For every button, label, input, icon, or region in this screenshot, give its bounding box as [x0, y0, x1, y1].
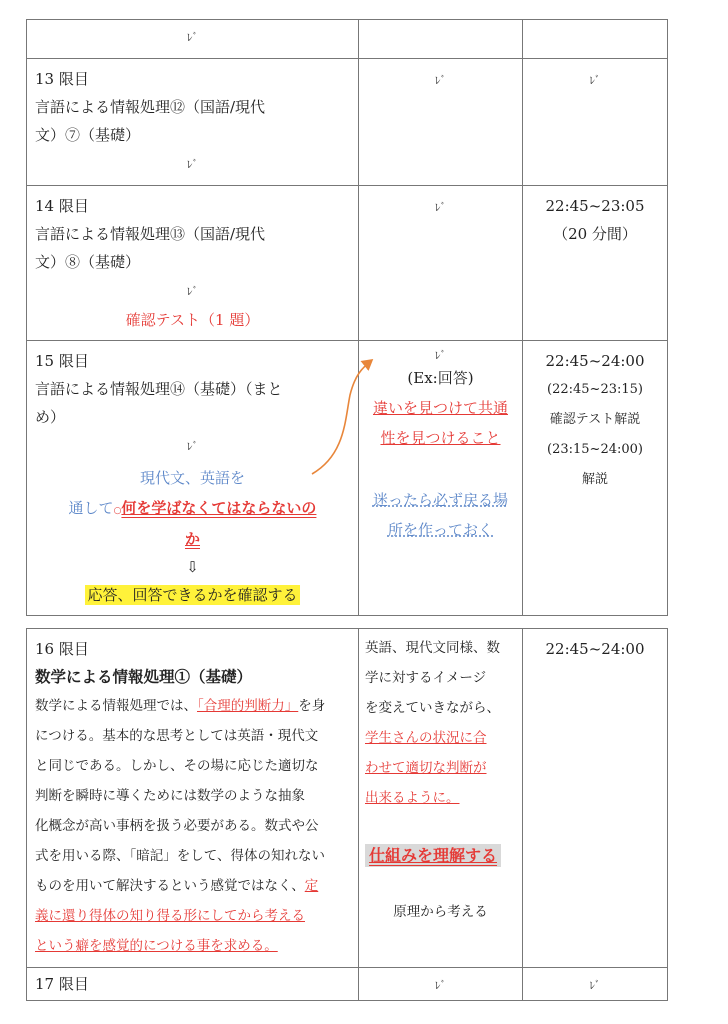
lesson-title: 文）⑦（基礎） [35, 126, 141, 144]
lesson-title: 言語による情報処理⑬（国語/現代 [35, 225, 266, 243]
table-cell [523, 59, 668, 186]
time-label: 22:45~23:05 [545, 197, 645, 215]
red-note: 違いを見つけて共通 [372, 399, 508, 417]
red-note: 出来るように。 [365, 790, 460, 806]
period-label: 16 限目 [35, 640, 89, 658]
body-text-red: 定 [304, 878, 319, 894]
table-cell [359, 59, 523, 186]
lesson-title: 言語による情報処理⑭（基礎）（まと [35, 380, 283, 398]
red-note: 性を見つけること [380, 429, 501, 447]
sub-label: 解説 [581, 472, 608, 487]
body-text: を身 [298, 698, 326, 714]
note-text: を変えていきながら、 [365, 700, 500, 716]
return-mark: ﾚﾞ [589, 979, 601, 992]
period-label: 17 限目 [35, 975, 89, 993]
table-cell [359, 341, 523, 616]
table-cell [359, 186, 523, 341]
emphasis-text: か [184, 530, 200, 548]
return-mark: ﾚﾞ [435, 979, 446, 992]
note-text: 英語、現代文同様、数 [365, 640, 500, 656]
schedule-table-lower [26, 628, 668, 1001]
blue-note: 迷ったら必ず戻る場 [372, 491, 508, 509]
sub-label: 確認テスト解説 [549, 412, 641, 427]
red-note: 学生さんの状況に合 [365, 730, 487, 746]
return-mark: ﾚﾞ [435, 349, 446, 362]
table-cell [523, 20, 668, 59]
red-note: わせて適切な判断が [365, 760, 487, 776]
test-label: 確認テスト（1 題） [125, 311, 260, 329]
table-row [27, 341, 668, 616]
table-row [27, 629, 668, 968]
table-cell [523, 341, 668, 616]
lesson-title: 数学による情報処理①（基礎） [35, 667, 253, 686]
table-cell [27, 59, 359, 186]
return-mark: ﾚﾞ [187, 158, 198, 171]
lesson-title: 文）⑧（基礎） [35, 253, 141, 271]
table-cell [27, 20, 359, 59]
emphasis-text: 仕組みを理解する [365, 844, 501, 867]
table-cell [359, 629, 523, 968]
blue-text: 通して [68, 499, 114, 517]
return-mark: ﾚﾞ [589, 74, 601, 87]
sub-time: (23:15~24:00) [547, 442, 643, 457]
table-cell [27, 968, 359, 1001]
body-text: 式を用いる際、「暗記」をして、得体の知れない [35, 848, 325, 864]
blue-text: 現代文、英語を [139, 469, 245, 487]
emphasis-text: 何を学ばなくてはならないの [121, 499, 317, 517]
note-text: 原理から考える [393, 904, 488, 920]
return-mark: ﾚﾞ [435, 201, 446, 214]
time-label: 22:45~24:00 [545, 640, 645, 658]
table-row [27, 59, 668, 186]
return-mark: ﾚﾞ [187, 285, 198, 298]
body-text: と同じである。しかし、その場に応じた適切な [35, 758, 319, 774]
table-row [27, 186, 668, 341]
return-mark: ﾚﾞ [435, 74, 446, 87]
table-cell [27, 629, 359, 968]
table-cell [523, 968, 668, 1001]
table-cell [359, 968, 523, 1001]
return-mark: ﾚﾞ [187, 31, 198, 44]
lesson-title: 言語による情報処理⑫（国語/現代 [35, 98, 266, 116]
table-cell [523, 186, 668, 341]
table-cell [523, 629, 668, 968]
time-label: 22:45~24:00 [545, 352, 645, 370]
return-mark: ﾚﾞ [187, 440, 198, 453]
highlighted-text: 応答、回答できるかを確認する [87, 586, 298, 604]
table-row [27, 20, 668, 59]
table-cell [359, 20, 523, 59]
body-text: につける。基本的な思考としては英語・現代文 [35, 728, 319, 744]
body-text: 化概念が高い事柄を扱う必要がある。数式や公 [35, 818, 319, 834]
body-text: ものを用いて解決するという感覚ではなく、 [35, 878, 305, 894]
table-row [27, 968, 668, 1001]
body-text-red: 義に還り得体の知り得る形にしてから考える [35, 908, 305, 924]
body-text-red: という癖を感覚的につける事を求める。 [35, 938, 278, 954]
table-cell [27, 186, 359, 341]
blue-note: 所を作っておく [387, 521, 493, 539]
duration-label: （20 分間） [553, 225, 637, 243]
sub-time: (22:45~23:15) [547, 382, 643, 397]
body-text-red: 「合理的判断力」 [197, 698, 299, 714]
lesson-title: め） [35, 408, 66, 426]
note-text: 学に対するイメージ [365, 670, 487, 686]
period-label: 13 限目 [35, 70, 89, 88]
table-cell: 15 限目 言語による情報処理⑭（基礎）（まと め） ﾚﾞ 現代文、英語を 通して○何を学ばなくてはならないの か ⇩ 応答、回答できるかを確認する [27, 341, 359, 616]
period-label: 14 限目 [35, 197, 89, 215]
down-arrow: ⇩ [186, 558, 199, 576]
period-label: 15 限目 [35, 352, 89, 370]
example-label: (Ex:回答) [407, 369, 474, 387]
body-text: 数学による情報処理では、 [35, 698, 197, 714]
body-text: 判断を瞬時に導くためには数学のような抽象 [35, 788, 305, 804]
schedule-table-upper [26, 19, 668, 616]
